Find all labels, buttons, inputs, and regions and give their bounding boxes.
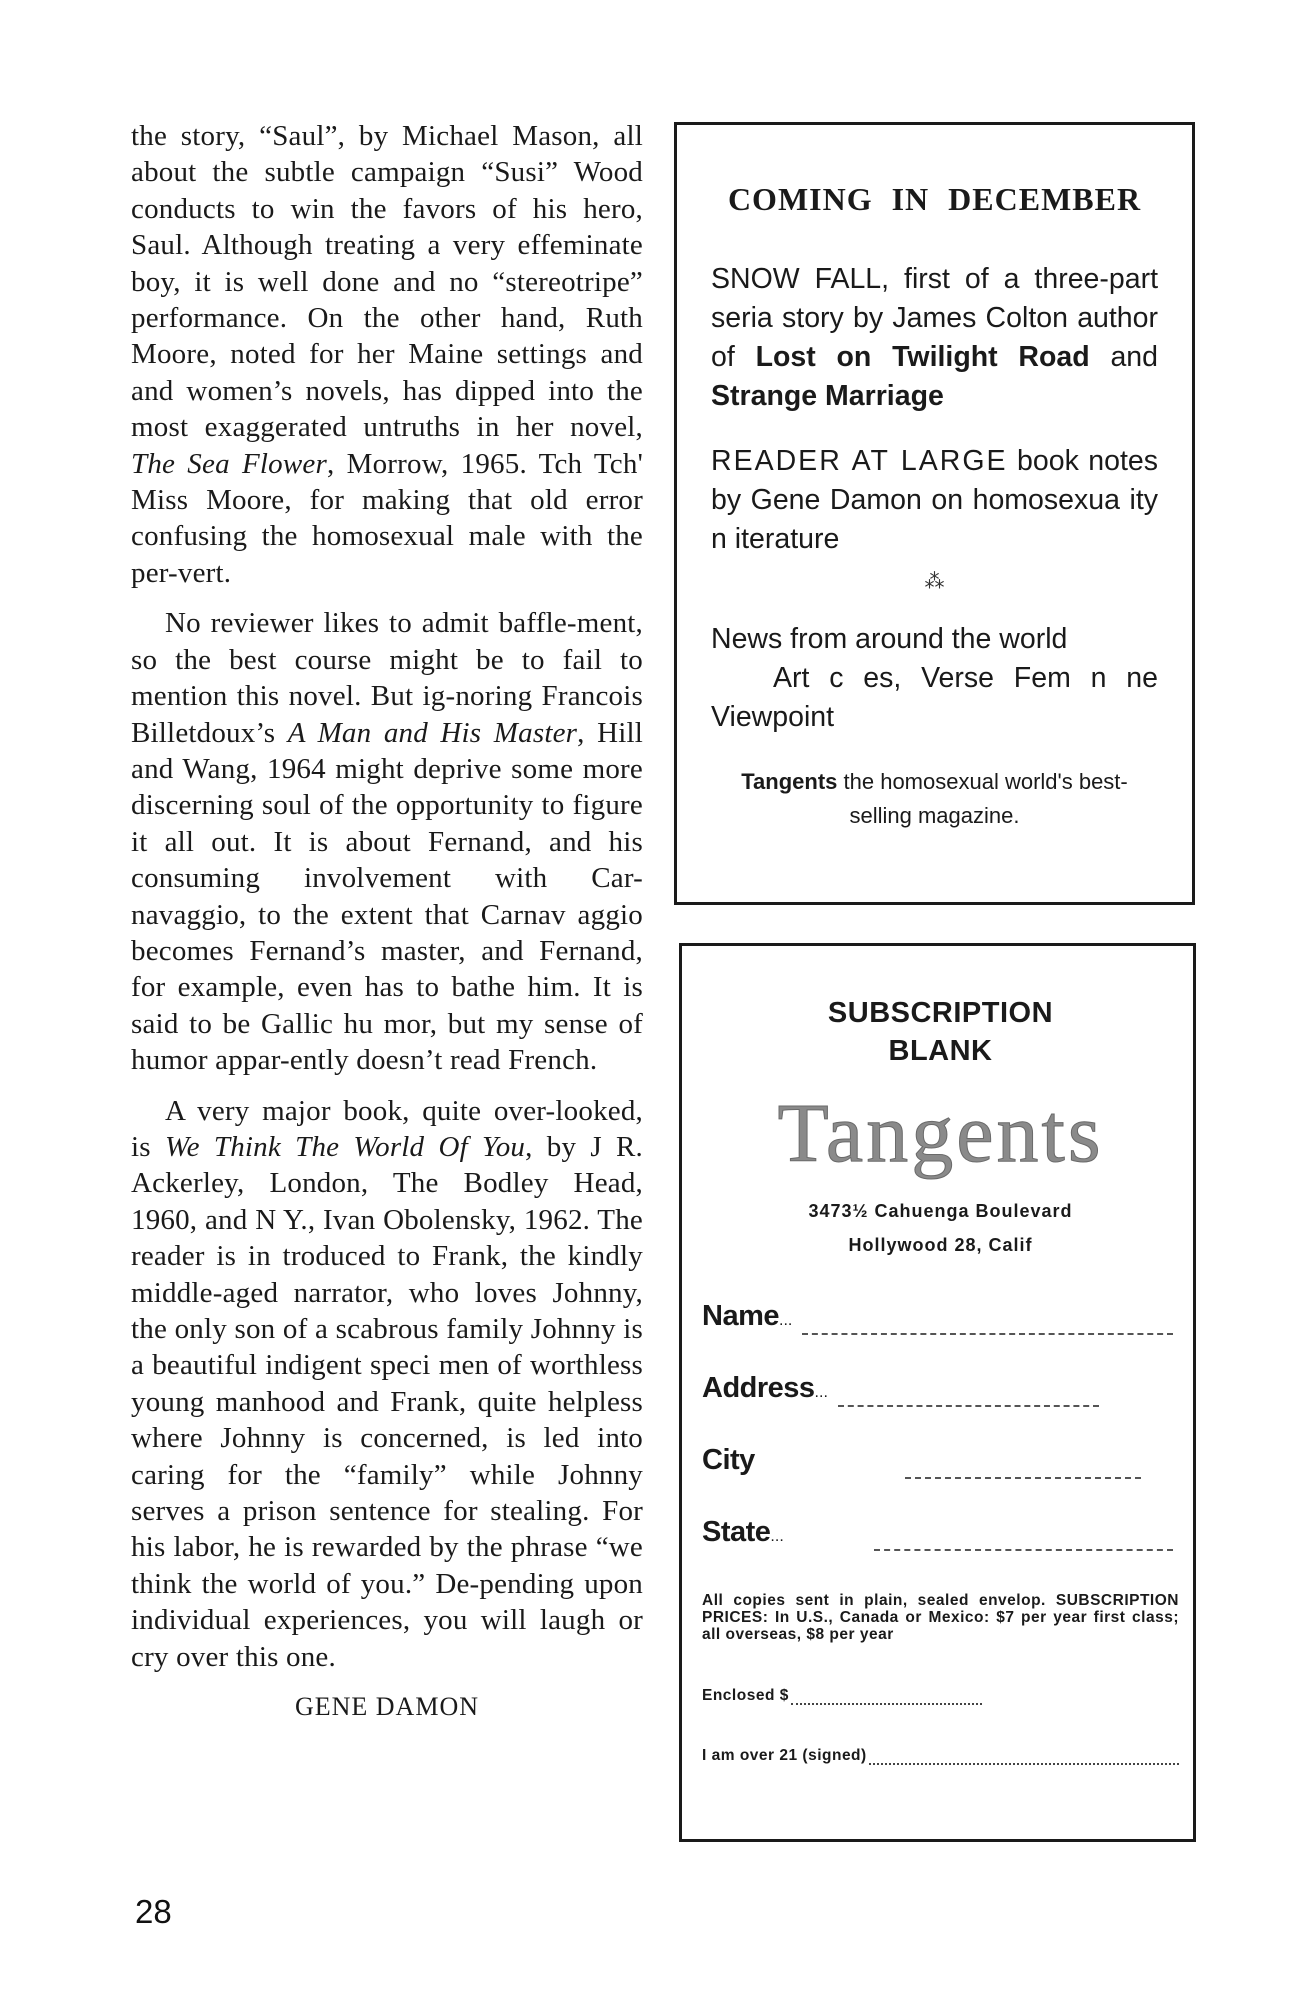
coming-in-december-box bbox=[674, 122, 1195, 905]
address-line-1: 3473½ Cahuenga Boulevard bbox=[808, 1201, 1073, 1221]
snow-fall-announcement bbox=[711, 260, 1158, 416]
state-label-suffix: ... bbox=[770, 1528, 784, 1545]
book-title-lost-on-twilight-road: Lost on Twilight Road bbox=[755, 341, 1090, 373]
reader-at-large-desc: book notes by Gene Damon on homosexua ity n iterature bbox=[711, 445, 1158, 555]
name-row bbox=[702, 1300, 1179, 1372]
snow-fall-lead: SNOW FALL, first of a three-part seria story by James Colton author of bbox=[711, 263, 1158, 373]
news-announcement bbox=[711, 620, 1158, 737]
book-title: The Sea Flower bbox=[131, 447, 327, 480]
tagline-text: the homosexual world's best-selling magazine. bbox=[837, 769, 1128, 828]
city-row bbox=[702, 1444, 1179, 1516]
coming-title: COMING IN DECEMBER bbox=[727, 181, 1142, 217]
joiner: and bbox=[1089, 341, 1159, 373]
name-field[interactable] bbox=[802, 1307, 1173, 1335]
subscription-blank-form bbox=[679, 943, 1196, 1842]
subscription-title-line-1: SUBSCRIPTION bbox=[827, 997, 1054, 1029]
tangents-logo: Tangents bbox=[777, 1087, 1104, 1180]
page-number: 28 bbox=[135, 1893, 172, 1930]
address-field[interactable] bbox=[838, 1379, 1099, 1407]
article-paragraph-3 bbox=[131, 1093, 643, 1676]
signature-row bbox=[702, 1747, 1179, 1765]
signature-field[interactable] bbox=[869, 1747, 1179, 1765]
reader-at-large-heading: READER AT LARGE bbox=[711, 445, 1008, 477]
book-title: A Man and His Master bbox=[287, 716, 578, 749]
paragraph-text: , Hill and Wang, 1964 might deprive some more discerning soul of the opportunity to figure it all out. It is about Fernand, and his consuming involvement with Car-navaggio, to the extent that Carnav aggio becomes Fernand’s master, and Fernand, for example, even has to bathe him. It is said to be Gallic hu mor, but my sense of humor appar-ently doesn’t read French. bbox=[131, 716, 643, 1077]
subscription-notice: All copies sent in plain, sealed envelop. SUBSCRIPTION PRICES: In U.S., Canada or Mexico: $7 per year first class; all overseas, $8 per year bbox=[702, 1592, 1179, 1643]
review-article bbox=[131, 118, 643, 1725]
address-label-suffix: ... bbox=[814, 1384, 828, 1401]
city-label: City bbox=[702, 1444, 755, 1476]
state-label: State bbox=[702, 1516, 771, 1548]
paragraph-text: , by J R. Ackerley, London, The Bodley Head, 1960, and N Y., Ivan Obolensky, 1962. The reader is in troduced to Frank, the kindly middle-aged narrator, who loves Johnny, the only son of a scabrous family Johnny is a beautiful indigent speci men of worthless young manhood and Frank, quite helpless where Johnny is concerned, is led into caring for the “family” while Johnny serves a prison sentence for stealing. For his labor, he is rewarded by the phrase “we think the world of you.” De-pending upon individual experiences, you will laugh or cry over this one. bbox=[131, 1130, 643, 1673]
enclosed-label: Enclosed $ bbox=[702, 1687, 789, 1704]
signed-label: I am over 21 (signed) bbox=[702, 1747, 867, 1764]
address-line-2: Hollywood 28, Calif bbox=[848, 1235, 1033, 1255]
enclosed-row bbox=[702, 1687, 982, 1705]
tagline-brand: Tangents bbox=[741, 769, 838, 794]
article-paragraph-1 bbox=[131, 118, 643, 591]
article-paragraph-2 bbox=[131, 605, 643, 1078]
enclosed-amount-field[interactable] bbox=[791, 1687, 982, 1705]
news-line-1: News from around the world bbox=[711, 623, 1068, 655]
subscription-title-line-2: BLANK bbox=[888, 1035, 993, 1067]
paragraph-text: A very major book, quite over-looked, is bbox=[131, 1094, 643, 1163]
paragraph-text: , Morrow, 1965. Tch Tch' Miss Moore, for making that old error confusing the homosexual male with the per-vert. bbox=[131, 447, 643, 589]
address-label: Address bbox=[702, 1372, 815, 1404]
city-field[interactable] bbox=[905, 1451, 1141, 1479]
state-field[interactable] bbox=[874, 1523, 1173, 1551]
reader-at-large-text bbox=[711, 442, 1158, 559]
news-line-2 bbox=[711, 659, 1158, 737]
news-line-2-text: Art c es, Verse Fem n ne Viewpoint bbox=[711, 662, 1158, 733]
magazine-tagline bbox=[711, 765, 1158, 833]
asterism-divider-icon: ⁂ bbox=[924, 571, 945, 593]
book-title: We Think The World Of You bbox=[164, 1130, 526, 1163]
name-label-suffix: ... bbox=[779, 1312, 793, 1329]
author-signature: GENE DAMON bbox=[294, 1692, 480, 1722]
address-row bbox=[702, 1372, 1179, 1444]
state-row bbox=[702, 1516, 1179, 1588]
reader-at-large-announcement bbox=[711, 442, 1158, 594]
snow-fall-text bbox=[711, 260, 1158, 416]
book-title-strange-marriage: Strange Marriage bbox=[711, 380, 944, 412]
paragraph-text: the story, “Saul”, by Michael Mason, all about the subtle campaign “Susi” Wood conducts to win the favors of his hero, Saul. Although treating a very effeminate boy, it is well done and no “stereotripe” performance. On the other hand, Ruth Moore, noted for her Maine settings and and women’s novels, has dipped into the most exaggerated untruths in her novel, bbox=[131, 120, 643, 444]
form-fields bbox=[702, 1300, 1179, 1588]
paragraph-text: No reviewer likes to admit baffle-ment, so the best course might be to fail to mention this novel. But ig-noring Francois Billetdoux’s bbox=[131, 607, 643, 749]
name-label: Name bbox=[702, 1300, 779, 1332]
